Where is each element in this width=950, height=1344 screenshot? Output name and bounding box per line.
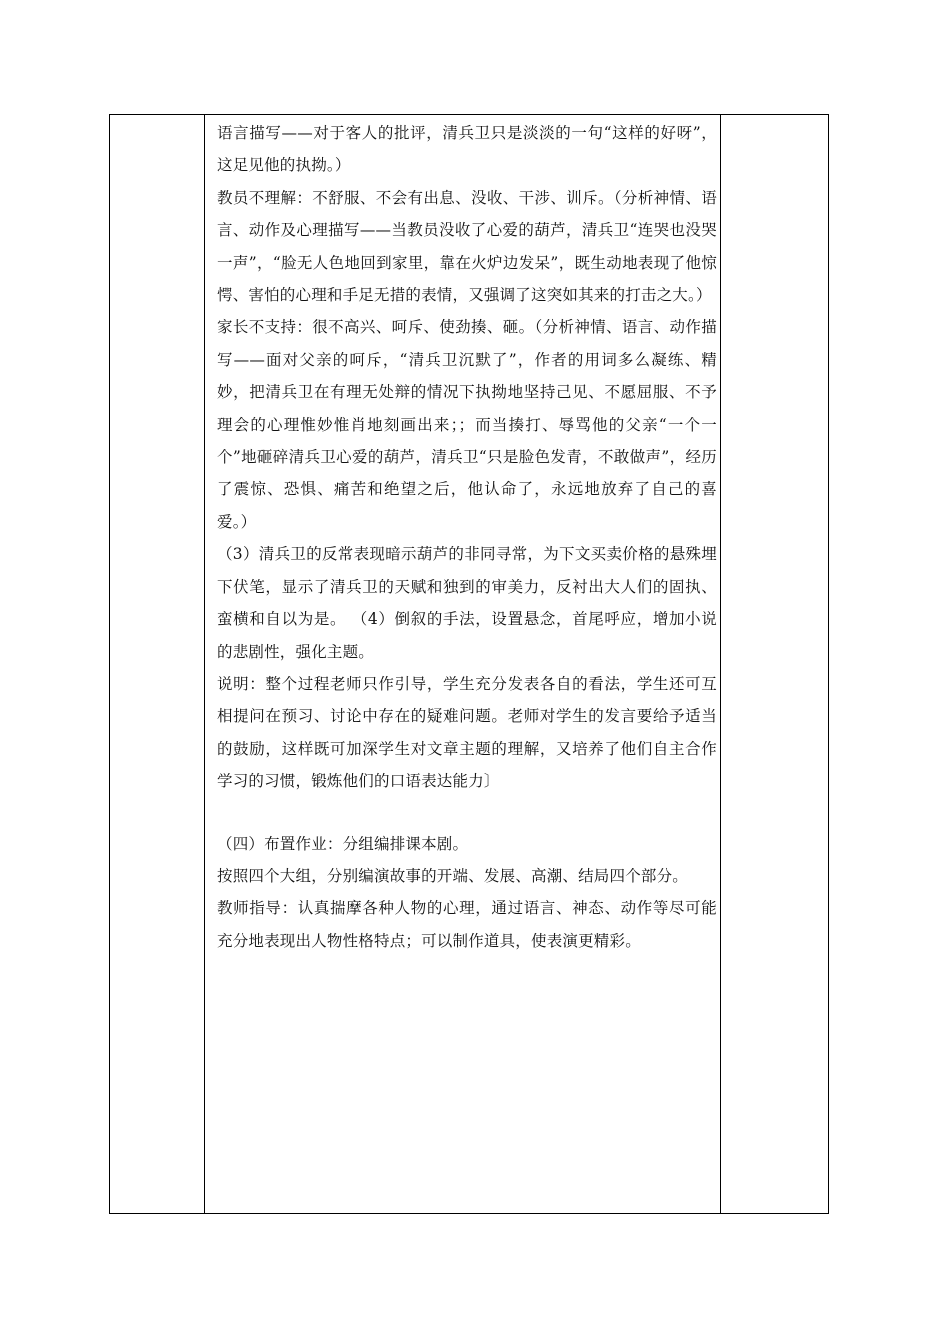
paragraph-language-description: 语言描写——对于客人的批评，清兵卫只是淡淡的一句“这样的好呀”，这足见他的执拗。） (217, 124, 717, 175)
paragraph-teacher-guidance: 教师指导：认真揣摩各种人物的心理，通过语言、神态、动作等尽可能充分地表现出人物性格特点；可以制作道具，使表演更精彩。 (217, 899, 717, 950)
lesson-plan-table (109, 114, 829, 1214)
column-divider-left (204, 115, 205, 1213)
paragraph-parent-reaction: 家长不支持：很不高兴、呵斥、使劲揍、砸。（分析神情、语言、动作描写——面对父亲的呵斥，“清兵卫沉默了”，作者的用词多么凝练、精妙，把清兵卫在有理无处辩的情况下执拗地坚持己见、不愿屈服、不予理会的心理惟妙惟肖地刻画出来；；而当揍打、辱骂他的父亲“一个一个”地砸碎清兵卫心爱的葫芦，清兵卫“只是脸色发青，不敢做声”，经历了震惊、恐惧、痛苦和绝望之后，他认命了，永远地放弃了自己的喜爱。） (217, 318, 717, 531)
paragraph-gap (217, 798, 717, 828)
paragraph-teacher-reaction: 教员不理解：不舒服、不会有出息、没收、干涉、训斥。（分析神情、语言、动作及心理描写——当教员没收了心爱的葫芦，清兵卫“连哭也没哭一声”，“脸无人色地回到家里，靠在火炉边发呆”，既生动地表现了他惊愕、害怕的心理和手足无措的表情，又强调了这突如其来的打击之大。） (217, 188, 717, 305)
paragraph-analysis-points: （3）清兵卫的反常表现暗示葫芦的非同寻常，为下文买卖价格的悬殊埋下伏笔，显示了清兵卫的天赋和独到的审美力，反衬出大人们的固执、蛮横和自以为是。 （4）倒叙的手法，设置悬念，首尾呼应，增加小说的悲剧性，强化主题。 (217, 545, 717, 661)
paragraph-explanation: 说明：整个过程老师只作引导，学生充分发表各自的看法，学生还可互相提问在预习、讨论中存在的疑难问题。老师对学生的发言要给予适当的鼓励，这样既可加深学生对文章主题的理解，又培养了他们自主合作学习的习惯，锻炼他们的口语表达能力〕 (217, 674, 717, 791)
column-divider-right (720, 115, 721, 1213)
paragraph-homework-groups: 按照四个大组，分别编演故事的开端、发展、高潮、结局四个部分。 (217, 866, 689, 885)
teaching-process-cell (217, 117, 717, 957)
paragraph-homework-heading: （四）布置作业：分组编排课本剧。 (217, 834, 469, 853)
